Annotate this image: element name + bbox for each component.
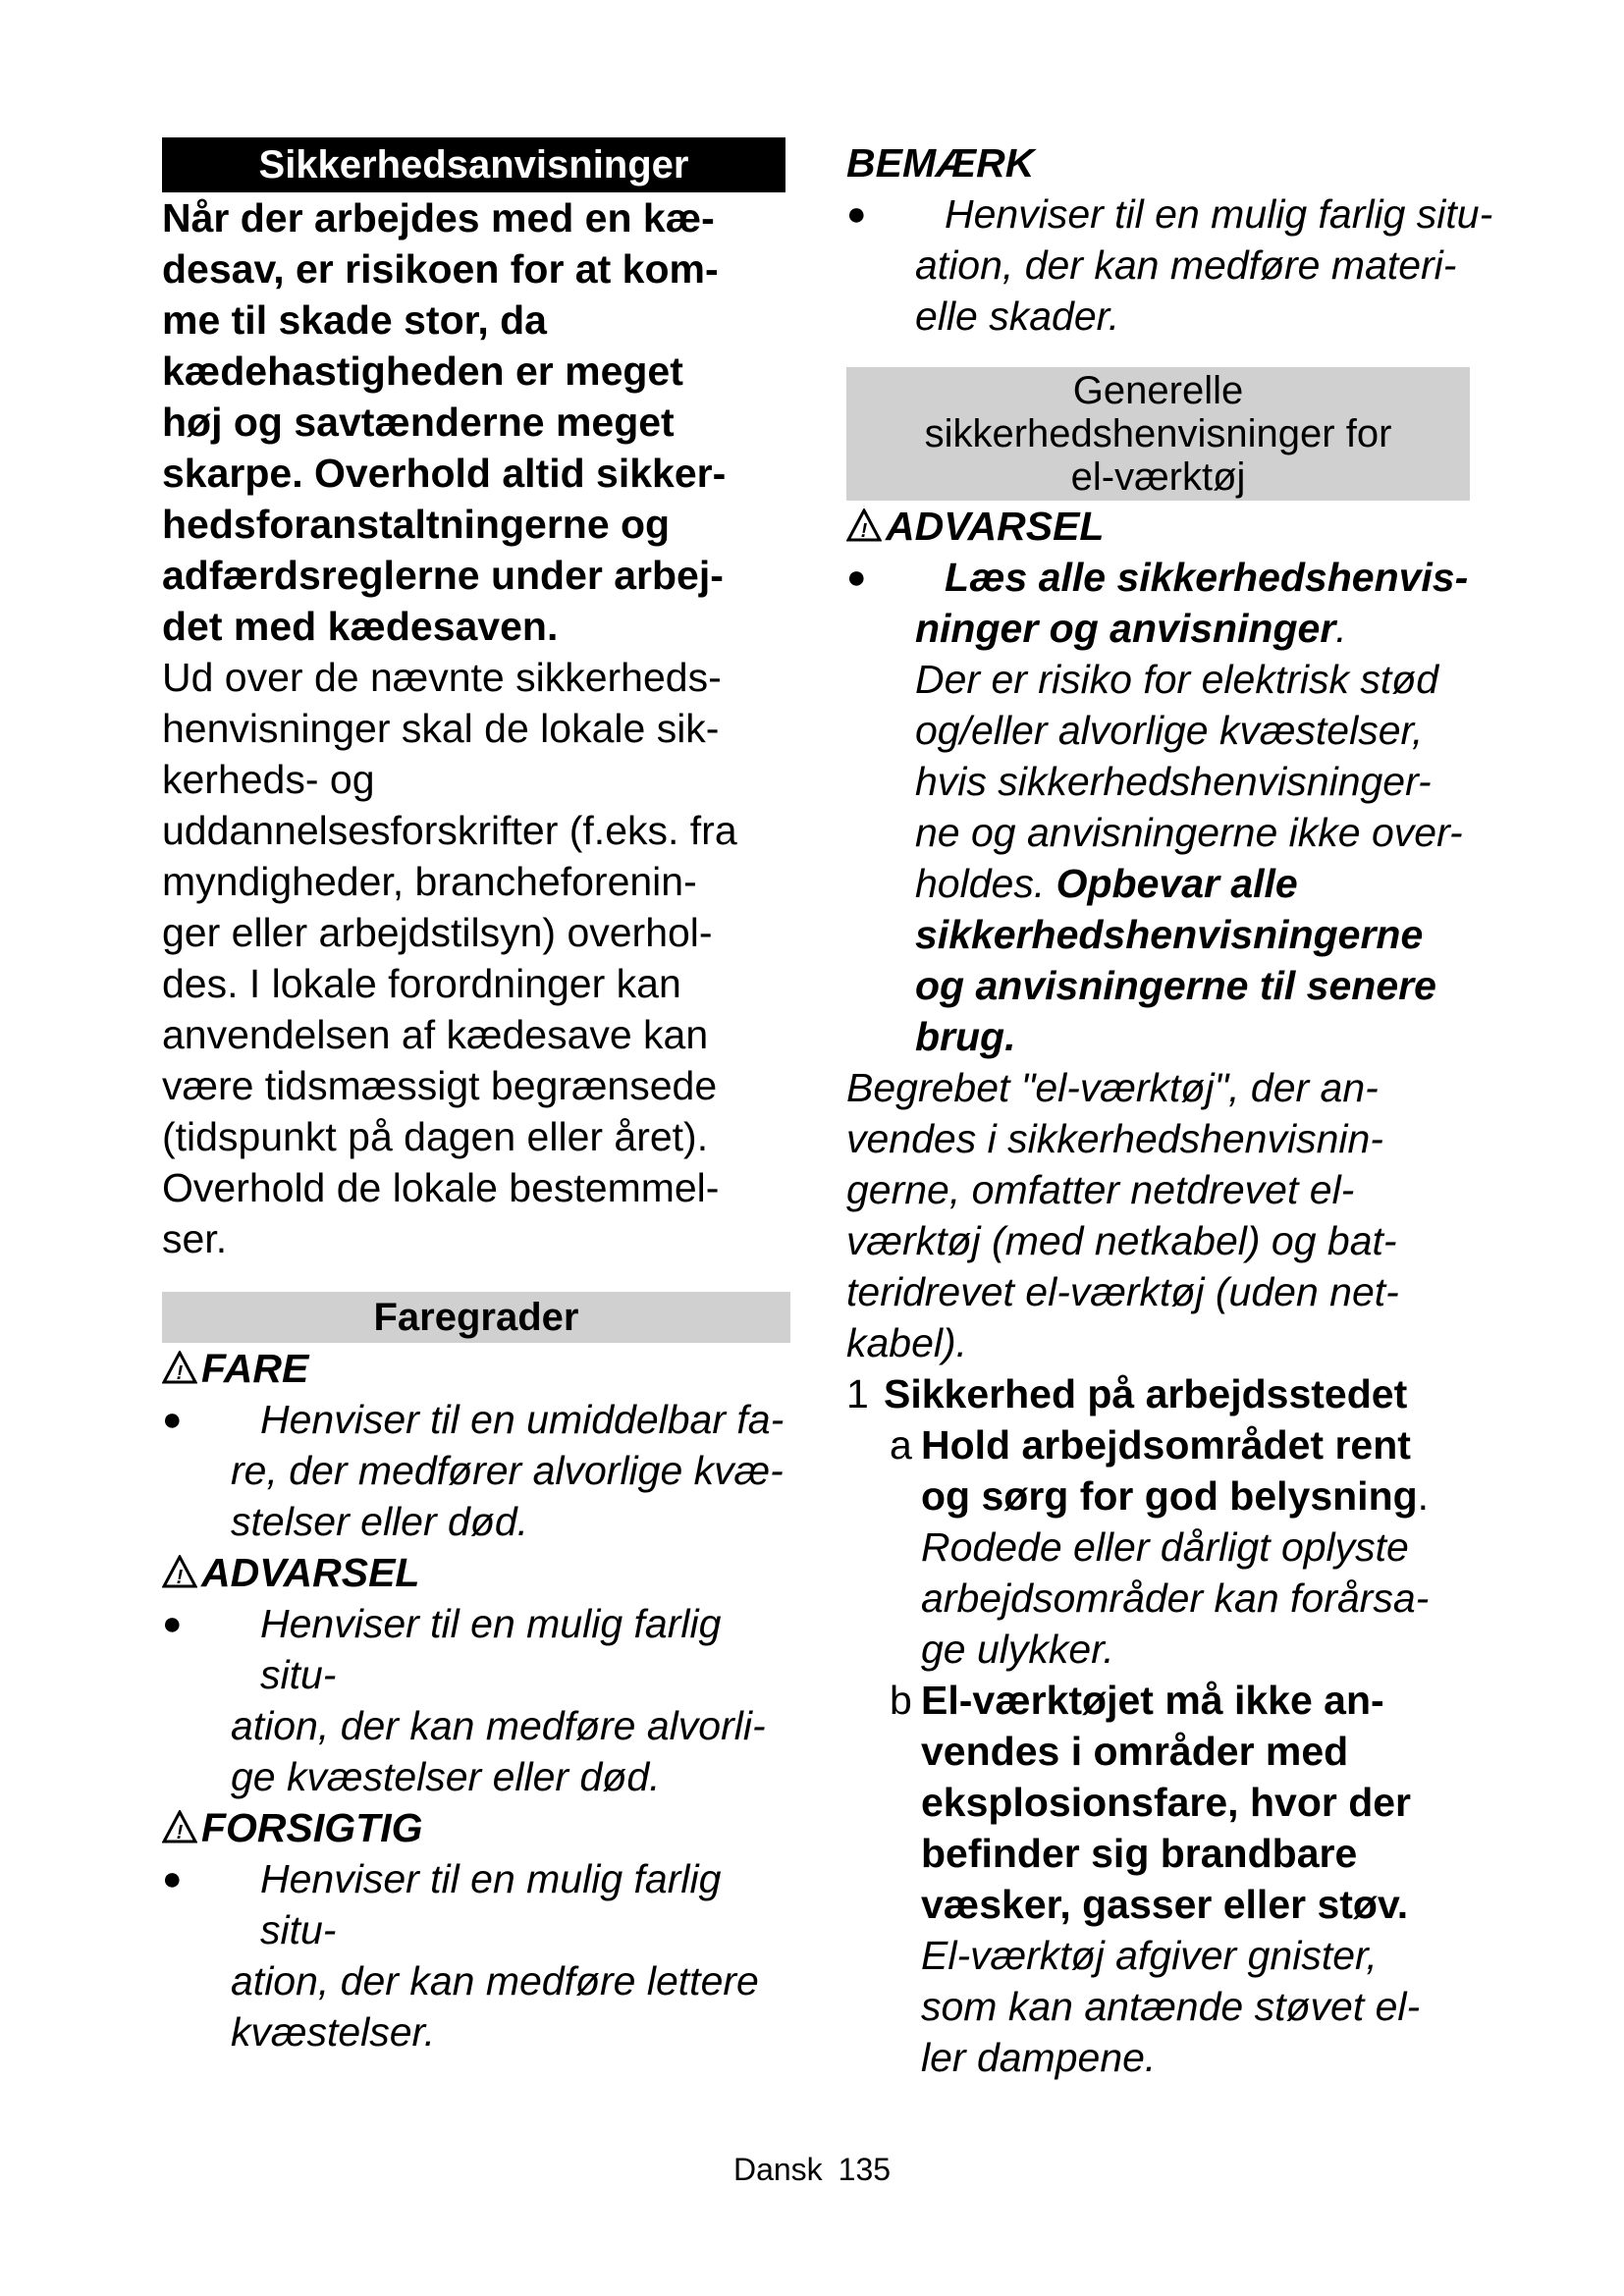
svg-text:!: ! (176, 1567, 184, 1588)
sub-item-a: a Hold arbejdsområdet rent og sørg for god belysning. Rodede eller dårligt oplyste arbejdsområder kan forårsa- ge ulykker. (890, 1422, 1430, 1672)
numbered-item-1: 1 Sikkerhed på arbejdsstedet (846, 1371, 1408, 1416)
page-number: 135 (838, 2152, 892, 2187)
page-footer (0, 2150, 1624, 2189)
hazard-advarsel-description: ● Henviser til en mulig farlig situ- ation, der kan medføre alvorli- ge kvæstelser eller død. (162, 1598, 790, 1802)
definition-el-vaerktoej: Begrebet "el-værktøj", der an- vendes i sikkerhedshenvisnin- gerne, omfatter netdrevet el- værktøj (med netkabel) og bat- teridrevet el-værktøj (uden net- kabel). (846, 1065, 1399, 1365)
bullet-icon: ● (846, 559, 867, 596)
intro-bold-paragraph: Når der arbejdes med en kæ- desav, er risikoen for at kom- me til skade stor, da kædehastigheden er meget høj og savtænderne meget skarpe. Overhold altid sikker- hedsforanstaltningerne og adfærdsreglerne under arbej- det med kædesaven. (162, 195, 727, 649)
hazard-level-advarsel: ! ADVARSEL (162, 1547, 790, 1598)
warning-triangle-icon (846, 508, 882, 542)
bullet-icon: ● (162, 1860, 183, 1897)
sub-item-b: b El-værktøjet må ikke an- vendes i områder med eksplosionsfare, hvor der befinder sig brandbare væsker, gasser eller støv. El-værktøj afgiver gnister, som kan antænde støvet el- ler dampene. (890, 1678, 1421, 2080)
warning-advarsel-general: ! ADVARSEL (846, 501, 1514, 552)
hazard-fare-description: ● Henviser til en umiddelbar fa- re, der medfører alvorlige kvæ- stelser eller død. (162, 1394, 790, 1547)
hazard-level-fare: ! FARE (162, 1343, 790, 1394)
hazard-level-forsigtig: ! FORSIGTIG (162, 1802, 790, 1853)
note-description: ● Henviser til en mulig farlig situ- ation, der kan medføre materi- elle skader. (846, 188, 1514, 342)
bullet-icon: ● (162, 1605, 183, 1642)
bullet-icon: ● (162, 1401, 183, 1438)
section-heading-generelle: Generelle sikkerhedshenvisninger for el-værktøj (846, 367, 1470, 501)
section-heading-faregrader: Faregrader (162, 1292, 790, 1343)
left-column (162, 137, 790, 2057)
bullet-icon: ● (846, 195, 867, 233)
warning-triangle-icon (162, 1351, 197, 1384)
hazard-forsigtig-description: ● Henviser til en mulig farlig situ- ation, der kan medføre lettere kvæstelser. (162, 1853, 790, 2057)
note-title-bemaerk: BEMÆRK (846, 140, 1035, 186)
warning-read-all: ● Læs alle sikkerhedshenvis- ninger og anvisninger. Der er risiko for elektrisk stød og/eller alvorlige kvæstelser, hvis sikkerhedshenvisninger- ne og anvisningerne ikke over- holdes. Opbevar alle sikkerhedshenvisningerne og anvisningerne til senere brug. (846, 552, 1514, 1062)
svg-text:!: ! (860, 520, 868, 542)
section-heading-sikkerhedsanvisninger: Sikkerhedsanvisninger (162, 137, 785, 192)
warning-triangle-icon (162, 1555, 197, 1588)
warning-triangle-icon (162, 1810, 197, 1843)
intro-regular-paragraph: Ud over de nævnte sikkerheds- henvisninger skal de lokale sik- kerheds- og uddannelsesforskrifter (f.eks. fra myndigheder, brancheforenin- ger eller arbejdstilsyn) overhol- des. I lokale forordninger kan anvendelsen af kædesave kan være tidsmæssigt begrænsede (tidspunkt på dagen eller året). Overhold de lokale bestemmel- ser. (162, 655, 737, 1261)
right-column (846, 137, 1514, 2083)
svg-text:!: ! (176, 1822, 184, 1843)
footer-language: Dansk (732, 2152, 823, 2187)
svg-text:!: ! (176, 1362, 184, 1384)
